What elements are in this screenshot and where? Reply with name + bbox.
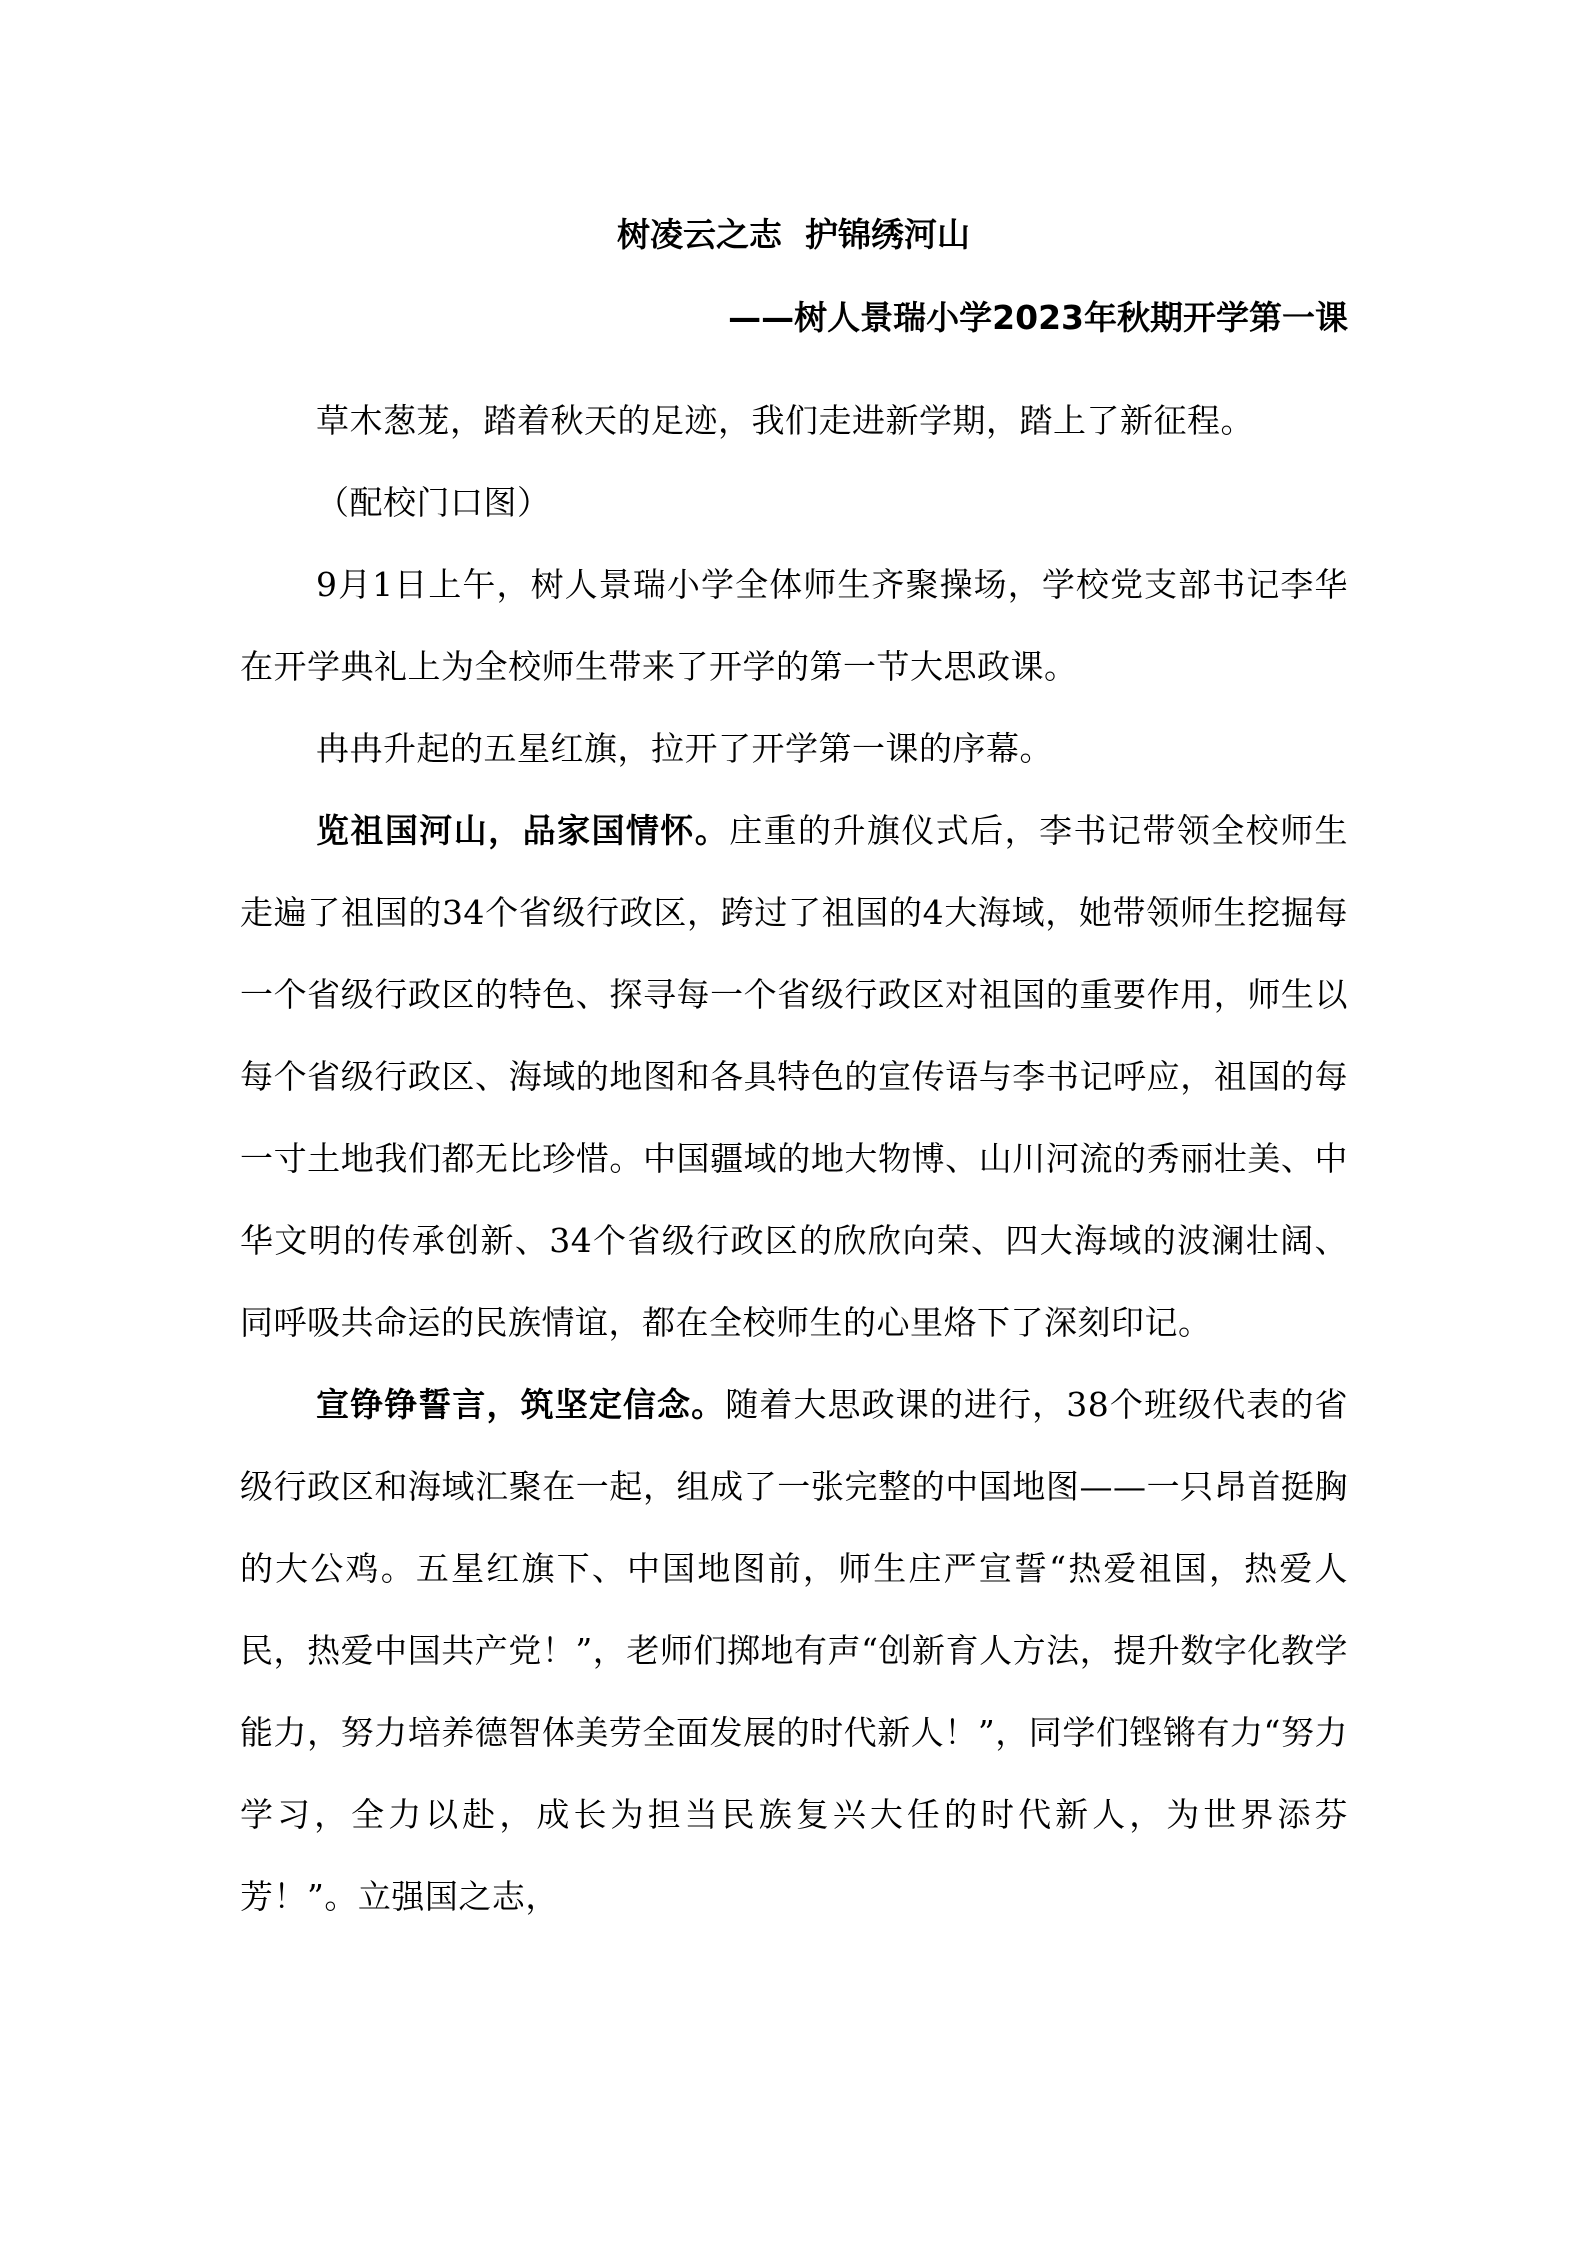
document-subtitle: ——树人景瑞小学2023年秋期开学第一课: [728, 298, 1348, 337]
paragraph: [240, 708, 1348, 790]
paragraph-text: 庄重的升旗仪式后，李书记带领全校师生走遍了祖国的34个省级行政区，跨过了祖国的4大海域，她带领师生挖掘每一个省级行政区的特色、探寻每一个省级行政区对祖国的重要作用，师生以每个省级行政区、海域的地图和各具特色的宣传语与李书记呼应，祖国的每一寸土地我们都无比珍惜。中国疆域的地大物博、山川河流的秀丽壮美、中华文明的传承创新、34个省级行政区的欣欣向荣、四大海域的波澜壮阔、同呼吸共命运的民族情谊，都在全校师生的心里烙下了深刻印记。: [240, 811, 1349, 1342]
document-title: 树凌云之志 护锦绣河山: [617, 215, 970, 254]
paragraph: [240, 462, 1348, 544]
paragraph-text: 随着大思政课的进行，38个班级代表的省级行政区和海域汇聚在一起，组成了一张完整的中国地图——一只昂首挺胸的大公鸡。五星红旗下、中国地图前，师生庄严宣誓“热爱祖国，热爱人民，热爱中国共产党！”，老师们掷地有声“创新育人方法，提升数字化教学能力，努力培养德智体美劳全面发展的时代新人！”，同学们铿锵有力“努力学习，全力以赴，成长为担当民族复兴大任的时代新人，为世界添芬芳！”。立强国之志，: [240, 1385, 1348, 1916]
paragraph: [240, 1364, 1348, 1938]
paragraph: [240, 380, 1348, 462]
paragraph-text: 冉冉升起的五星红旗，拉开了开学第一课的序幕。: [316, 729, 1053, 768]
paragraph-text: 草木葱茏，踏着秋天的足迹，我们走进新学期，踏上了新征程。: [316, 401, 1254, 440]
paragraph: [240, 544, 1348, 708]
paragraph-text: 9月1日上午，树人景瑞小学全体师生齐聚操场，学校党支部书记李华在开学典礼上为全校师生带来了开学的第一节大思政课。: [240, 565, 1348, 686]
document-body: [240, 380, 1348, 1938]
paragraph-lead: 览祖国河山，品家国情怀。: [316, 811, 730, 850]
paragraph-text: （配校门口图）: [316, 483, 551, 522]
paragraph: [240, 790, 1348, 1364]
paragraph-lead: 宣铮铮誓言，筑坚定信念。: [316, 1385, 726, 1424]
